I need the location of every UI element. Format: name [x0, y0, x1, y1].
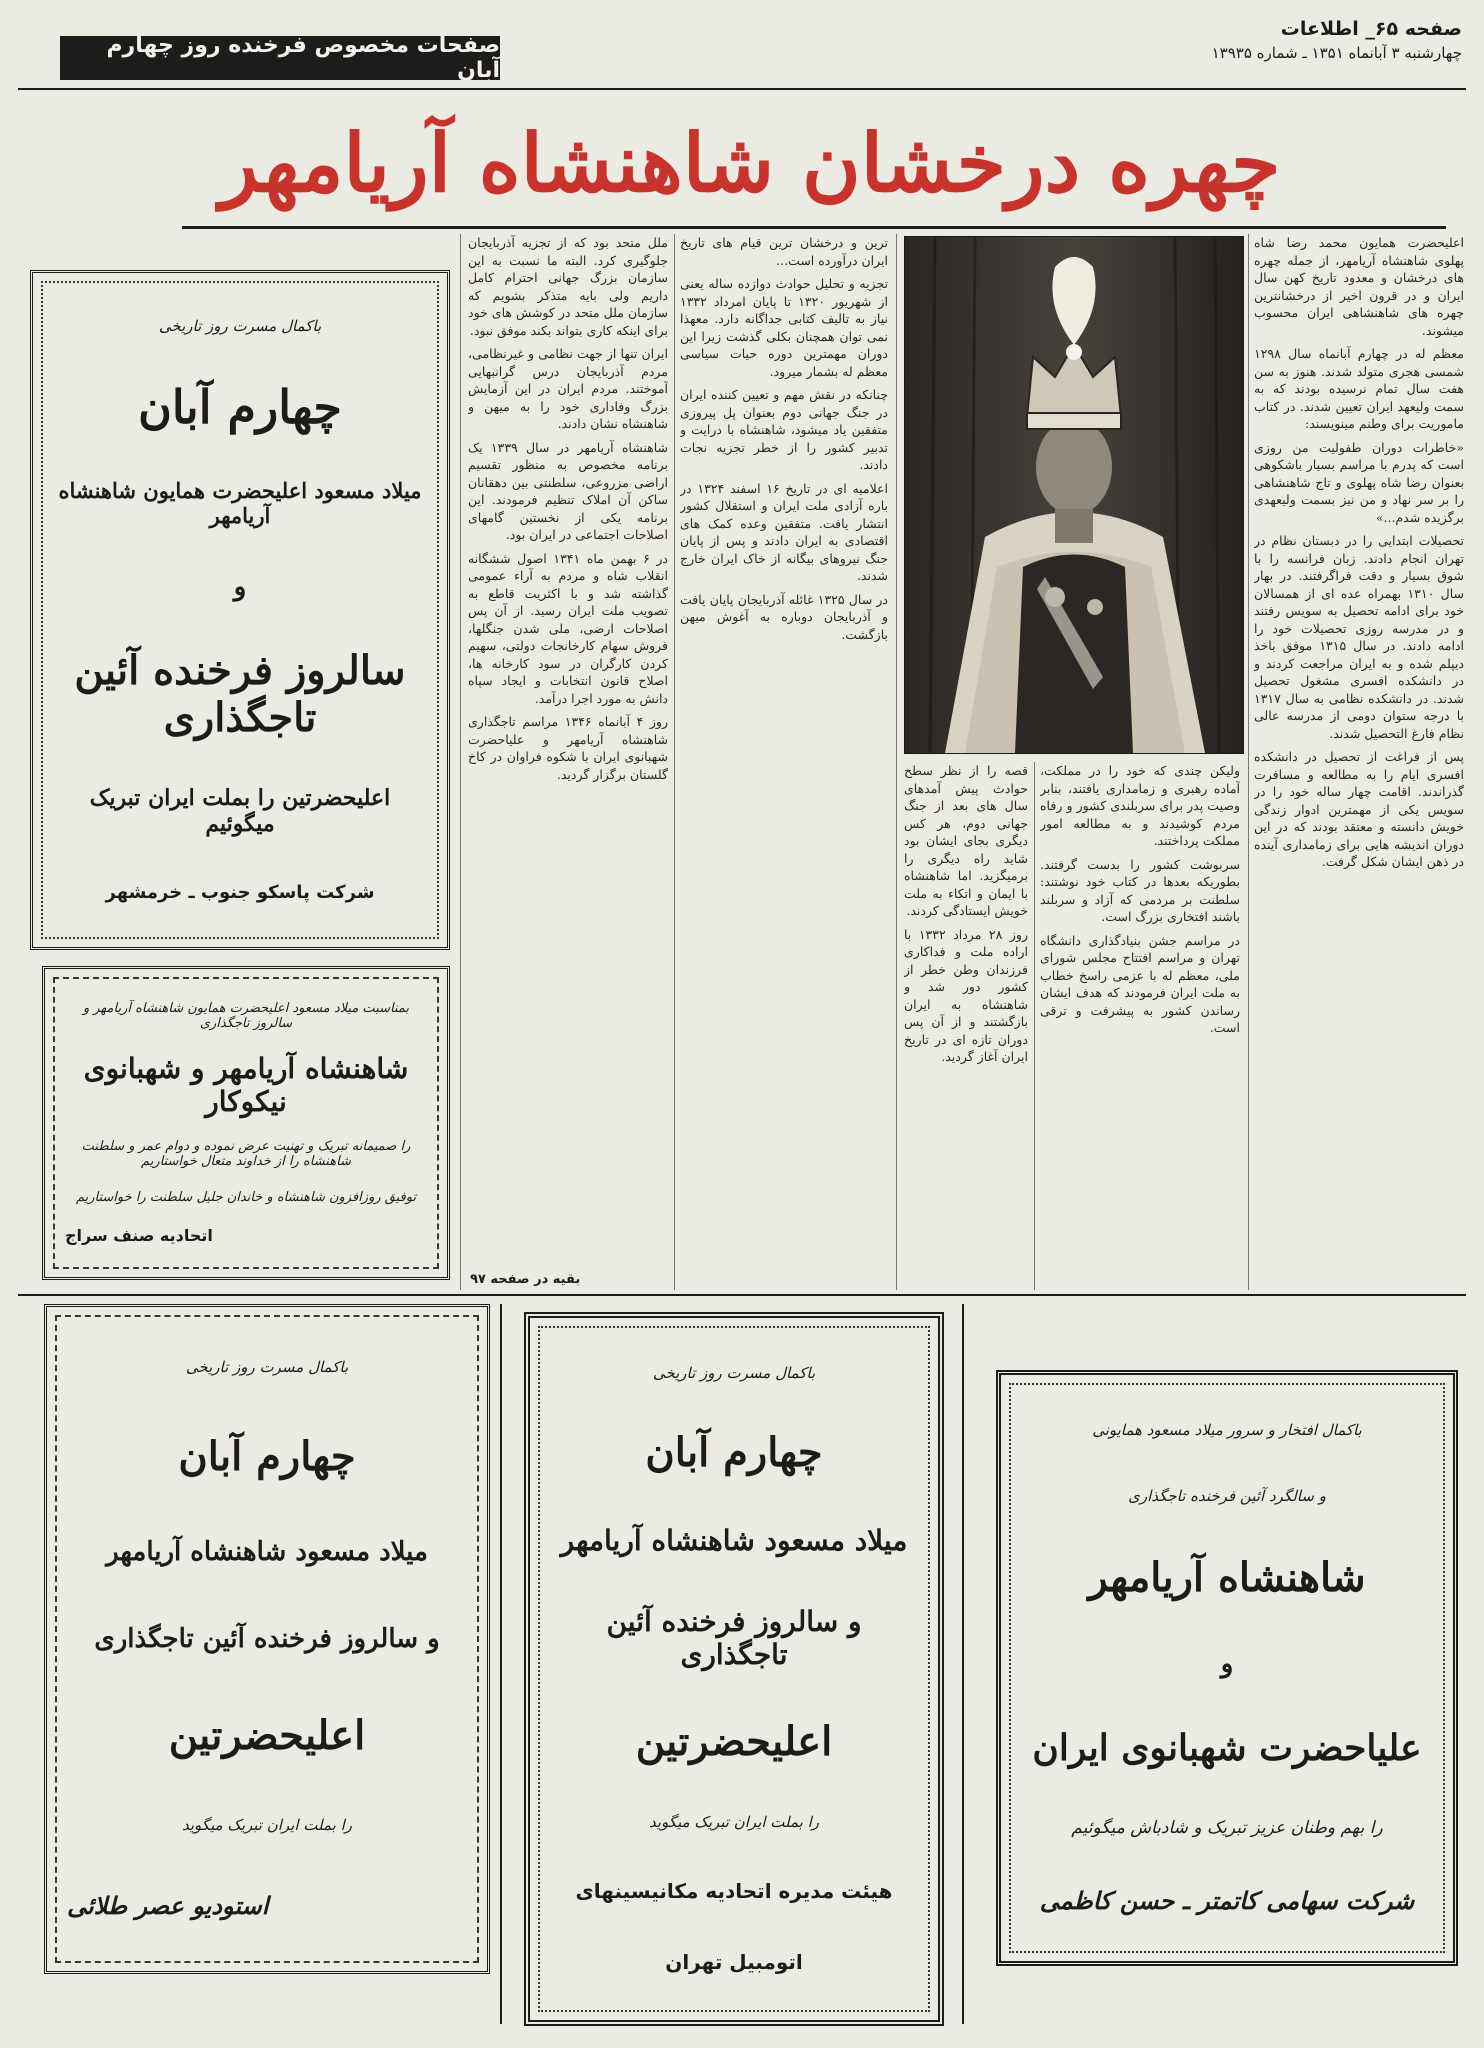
section-rule: [18, 1294, 1466, 1296]
ad-saraj: [42, 966, 450, 1280]
ad-studio-signature: استودیو عصر طلائی: [67, 1891, 269, 1921]
article-paragraph: پس از فراغت از تحصیل در دانشکده افسری ایام را به مطالعه و مسافرت گذراندند. اقامت چهار ساله خود را در سویس یکی از مهمترین ادوار زندگی خویش دانسته و معتقد بودند که در این دوران اندیشه هایی برای زمامداری آینده در ذهن ایشان شکل گرفت.: [1254, 749, 1464, 869]
article-paragraph: قصه را از نظر سطح حوادث پیش آمدهای سال های بعد از جنگ جهانی دوم، هر کس دیگری بجای ایشان بود شاید راه دیگری را برمیگزید. اما شاهنشاه با ایمان و اتکاء به ملت خویش ایستادگی کردند.: [904, 763, 1028, 918]
ad-katemi-greeting: را بهم وطنان عزیز تبریک و شادباش میگوئیم: [1071, 1817, 1383, 1838]
article-column-3: [680, 234, 888, 1290]
article-paragraph: «خاطرات دوران طفولیت من روزی است که پدرم با مراسم بسیار باشکوهی بعنوان رضا شاه پهلوی و تاج شاهنشاهی را بر سر نهاد و من نیز بسمت ولیعهدی برگزیده شدم...»: [1254, 439, 1464, 525]
ad-katemi-shah: شاهنشاه آریامهر: [1088, 1553, 1366, 1601]
ad-studio-majesties: اعلیحضرتین: [168, 1711, 366, 1759]
article-paragraph: ایران تنها از جهت نظامی و غیرنظامی، مردم آذربایجان درس گرانبهایی آموختند. مردم ایران در این آزمایش بزرگ وفاداری خود را به میهن و شاهنشاه نشان دادند.: [468, 346, 668, 431]
ad-studio-intro: باکمال مسرت روز تاریخی: [185, 1357, 349, 1376]
ad-saraj-title: شاهنشاه آریامهر و شهبانوی نیکوکار: [83, 1052, 409, 1119]
ad-union-birthday: میلاد مسعود شاهنشاه آریامهر: [560, 1524, 908, 1558]
ad-katemi-and: و: [1220, 1648, 1234, 1679]
column-rule: [460, 234, 461, 1290]
article-paragraph: در سال ۱۳۲۵ غائله آذربایجان پایان یافت و آذربایجان دوباره به آغوش میهن بازگشت.: [680, 591, 888, 642]
section-banner: صفحات مخصوص فرخنده روز چهارم آبان: [60, 36, 500, 80]
ad-union: [524, 1312, 944, 2026]
ad-pasco-and: و: [233, 572, 247, 603]
ad-studio-birthday: میلاد مسعود شاهنشاه آریامهر: [106, 1537, 428, 1568]
ad-saraj-intro: بمناسبت میلاد مسعود اعلیحضرت همایون شاهنشاه آریامهر و سالروز تاجگذاری: [82, 1001, 410, 1032]
ad-union-majesties: اعلیحضرتین: [635, 1718, 833, 1766]
ad-studio-coronation: و سالروز فرخنده آئین تاجگذاری: [94, 1624, 440, 1655]
ad-pasco: [30, 270, 450, 950]
ad-union-title: چهارم آبان: [645, 1429, 823, 1477]
ad-studio: [44, 1304, 490, 1974]
ad-union-coronation: و سالروز فرخنده آئین تاجگذاری: [606, 1604, 862, 1671]
ad-pasco-inner: [41, 281, 439, 939]
ad-pasco-signature: شرکت پاسکو جنوب ـ خرمشهر: [105, 881, 375, 903]
column-rule: [1248, 234, 1249, 1290]
column-rule: [1034, 762, 1035, 1290]
ad-saraj-inner: [53, 977, 439, 1269]
ad-pasco-intro: باکمال مسرت روز تاریخی: [158, 317, 322, 336]
ad-pasco-title: چهارم آبان: [138, 379, 342, 434]
continued-notice: بقیه در صفحه ۹۷: [470, 1272, 581, 1287]
article-paragraph: ملل متحد بود که از تجزیه آذربایجان جلوگیری کرد. البته ما نسبت به این سازمان بزرگ جهانی احترام کامل داریم ولی بایه متذکر بشویم که سازمان ملل متحد در کوشش های خود برای اینکه کاری بتواند بکند موفق نبود.: [468, 235, 668, 338]
shah-portrait-photo: [904, 236, 1244, 754]
ad-studio-title: چهارم آبان: [178, 1432, 356, 1480]
article-column-2a: [904, 762, 1028, 1290]
ad-studio-greeting: را بملت ایران تبریک میگوید: [181, 1816, 353, 1835]
ad-saraj-signature: اتحادیه صنف سراج: [65, 1225, 213, 1245]
article-paragraph: ولیکن چندی که خود را در مملکت، آماده رهبری و زمامداری یافتند، بنابر وصیت پدر برای سربلندی کشور و رفاه مردم کوشیدند و به مطالعه امور مملکت پرداختند.: [1040, 763, 1240, 848]
article-paragraph: معظم له در چهارم آبانماه سال ۱۲۹۸ شمسی هجری متولد شدند. هنوز به سن هفت سال تمام نرسیده بودند که به سمت ولیعهد ایران تعیین شدند. در کتاب ماموریت برای وطنم مینویسند:: [1254, 346, 1464, 431]
ad-saraj-wish: توفیق روزافزون شاهنشاه و خاندان جلیل سلطنت را خواستاریم: [75, 1189, 417, 1205]
article-paragraph: چنانکه در نقش مهم و تعیین کننده ایران در جنگ جهانی دوم بعنوان پل پیروزی متفقین یاد میشود، شاهنشاه با درایت و تدبیر کشور را از خطر تجزیه نجات دادند.: [680, 387, 888, 472]
ad-studio-inner: [55, 1315, 479, 1963]
page-info: [1022, 18, 1462, 62]
article-paragraph: در ۶ بهمن ماه ۱۳۴۱ اصول ششگانه انقلاب شاه و مردم به آراء عمومی گذاشته شد و با اکثریت قاطع به تصویب ملت ایران رسید. از آن پس اصلاحات ارضی، ملی شدن جنگلها، فروش سهام کارخانجات دولتی، سهیم کردن کارگران در سود کارخانه ها، اصلاح قانون انتخابات و ایجاد سپاه دانش به مورد اجرا درآمد.: [468, 550, 668, 706]
ad-pasco-greeting: اعلیحضرتین را بملت ایران تبریک میگوئیم: [89, 785, 391, 838]
headline-rule: [182, 226, 1446, 229]
article-paragraph: سربوشت کشور را بدست گرفتند. بطوریکه بعدها در کتاب خود نوشتند: سلطنت بر مردمی که آزاد و سربلند باشند افتخاری بزرگ است.: [1040, 856, 1240, 924]
date-line: چهارشنبه ۳ آبانماه ۱۳۵۱ ـ شماره ۱۳۹۳۵: [1211, 44, 1462, 62]
article-column-1: [1254, 234, 1464, 1290]
article-paragraph: شاهنشاه آریامهر در سال ۱۳۳۹ یک برنامه مخصوص به منظور تقسیم اراضی مزروعی، سلطنتی بین دهقانان ساکن آن املاک تنظیم فرمودند. این برنامه یکی از نخستین گامهای اصلاحات اجتماعی در ایران بود.: [468, 439, 668, 542]
ad-katemi-intro: باکمال افتخار و سرور میلاد مسعود همایونی: [1092, 1421, 1362, 1440]
column-rule: [896, 234, 897, 1290]
article-paragraph: ترین و درخشان ترین قیام های تاریخ ایران درآورده است...: [680, 235, 888, 268]
article-paragraph: روز ۲۸ مرداد ۱۳۳۲ با اراده ملت و فداکاری فرزندان وطن خطر از کشور دور شد و شاهنشاه به ایران بازگشتند و از آن پس دوران تازه ای در تاریخ ایران آغاز گردید.: [904, 926, 1028, 1064]
ad-union-intro: باکمال مسرت روز تاریخی: [652, 1363, 816, 1382]
ad-katemi: [996, 1370, 1458, 1966]
page-label: صفحه ۶۵_ اطلاعات: [1280, 18, 1462, 40]
ad-union-greeting: را بملت ایران تبریک میگوید: [648, 1812, 820, 1831]
ad-union-inner: [538, 1326, 930, 2012]
column-rule: [500, 1304, 502, 2024]
ad-union-signature-2: اتومبیل تهران: [665, 1950, 803, 1975]
article-paragraph: اعلیحضرت همایون محمد رضا شاه پهلوی شاهنشاه آریامهر، از جمله چهره های درخشان و معدود تاریخ کهن سال ایران و در قرون اخیر از درخشانترین چهره های شاهنشاهی ایران محسوب میشوند.: [1254, 235, 1464, 338]
headline: چهره درخشان شاهنشاه آریامهر: [219, 116, 1281, 210]
article-paragraph: تحصیلات ابتدایی را در دبستان نظام در تهران انجام دادند. زبان فرانسه را با شوق بسیار و دقت فراگرفتند. در بهار سال ۱۳۱۰ بهمراه عده ای از همسالان خود برای ادامه تحصیل به سویس رفتند و در مدرسه روزی تحصیلات خود را ادامه دادند. در سال ۱۳۱۵ موفق باخذ دیپلم شده و به ایران مراجعت کردند و در دانشکده افسری مشغول تحصیل شدند. در دانشکده نظامی به سال ۱۳۱۷ با درجه ستوان دومی از مدرسه عالی نظام فارغ التحصیل شدند.: [1254, 533, 1464, 741]
ad-katemi-empress: علیاحضرت شهبانوی ایران: [1032, 1727, 1422, 1770]
ad-katemi-inner: [1009, 1383, 1445, 1953]
ad-katemi-occasion: و سالگرد آئین فرخنده تاجگذاری: [1128, 1487, 1326, 1506]
portrait-illustration: [905, 237, 1243, 753]
ad-union-signature-1: هیئت مدیره اتحادیه مکانیسینهای: [575, 1878, 893, 1903]
article-paragraph: تجزیه و تحلیل حوادث دوازده ساله یعنی از شهریور ۱۳۲۰ تا پایان امرداد ۱۳۳۲ نیاز به تالیف کتابی جداگانه دارد. معهذا نمی توان همچنان بکلی گذشت زیرا این دوران مهمترین دوره حیات سیاسی معظم له بشمار میرود.: [680, 276, 888, 379]
column-rule: [962, 1304, 964, 2024]
column-rule: [674, 234, 675, 1290]
ad-saraj-message: را صمیمانه تبریک و تهنیت عرض نموده و دوام عمر و سلطنت شاهنشاه را از خداوند متعال خواستاریم: [81, 1138, 411, 1169]
ad-katemi-signature: شرکت سهامی کاتمتر ـ حسن کاظمی: [1039, 1885, 1415, 1915]
article-column-4: [468, 234, 668, 1264]
article-paragraph: روز ۴ آبانماه ۱۳۴۶ مراسم تاجگذاری شاهنشاه آریامهر و علیاحضرت شهبانوی ایران با شکوه فراوان در کاخ گلستان برگزار گردید.: [468, 714, 668, 782]
article-column-2b: [1040, 762, 1240, 1290]
ad-pasco-coronation: سالروز فرخنده آئین تاجگذاری: [74, 646, 406, 741]
ad-pasco-birthday: میلاد مسعود اعلیحضرت همایون شاهنشاه آریامهر: [58, 478, 422, 529]
article-paragraph: در مراسم جشن بنیادگذاری دانشگاه تهران و مراسم افتتاح مجلس شورای ملی، معظم له با عزمی راسخ خطاب به ملت ایران فرمودند که هدف ایشان رساندن کشور به پیشرفت و ترقی است.: [1040, 932, 1240, 1035]
article-paragraph: اعلامیه ای در تاریخ ۱۶ اسفند ۱۳۲۴ در باره آزادی ملت ایران و استقلال کشور انتشار یافت. متفقین وعده کمک های اقتصادی به ایران دادند و پس از پایان جنگ نیروهای بیگانه از خاک ایران خارج شدند.: [680, 480, 888, 583]
header-rule: [18, 88, 1466, 90]
